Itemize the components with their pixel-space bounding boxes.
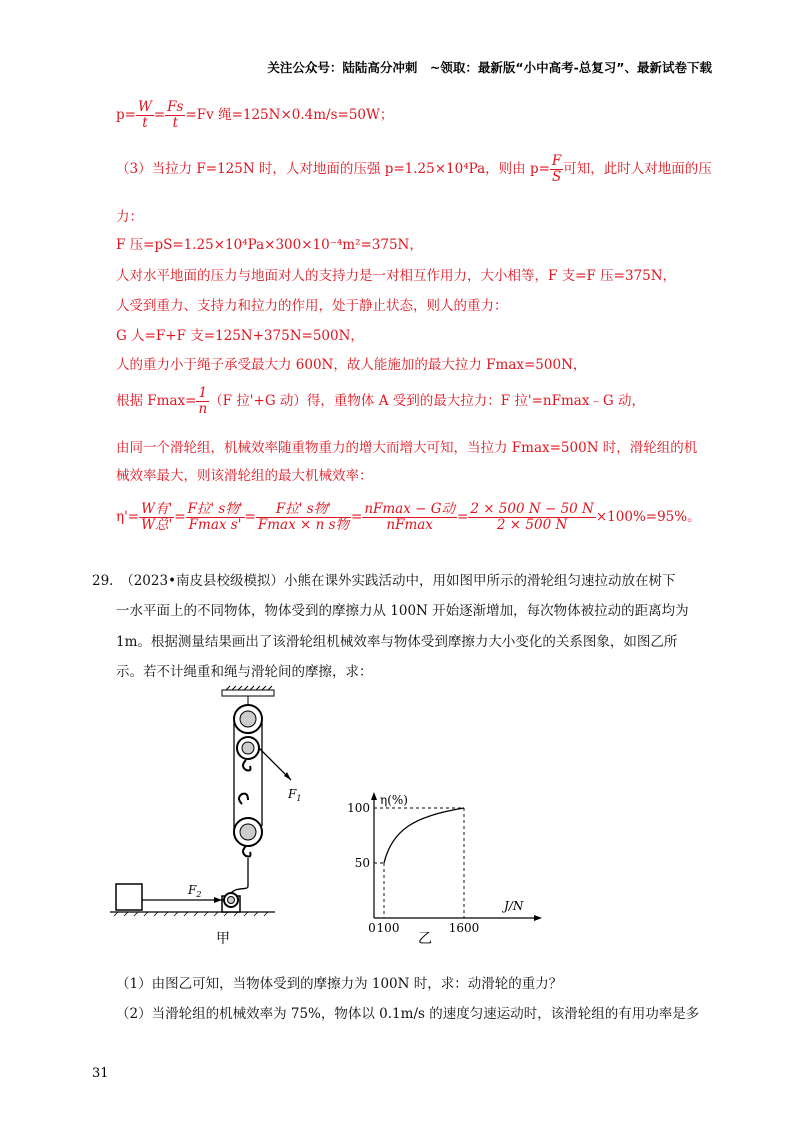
figure-b-caption: 乙 <box>418 931 432 947</box>
x-tick-label: 0 <box>368 921 376 935</box>
problem-line: 29. （2023•南皮县校级模拟）小熊在课外实践活动中，用如图甲所示的滑轮组匀速拉动放在树下 <box>92 573 676 589</box>
fraction-fs-over-t: $\frac{Fs}{t}$ <box>167 99 184 131</box>
fraction-eta-1: $\frac{\text{W有'}}{\text{W总'}}$ <box>141 501 173 533</box>
solution-line-3: （3）当拉力 F=125N 时，人对地面的压强 p=1.25×10⁴Pa，则由 p= $\frac{F}{S}$ 可知，此时人对地面的压 <box>116 153 712 185</box>
efficiency-equation: η'= $\frac{\text{W有'}}{\text{W总'}}$ = $\frac{\text{F拉' s物'}}{\text{Fmax s'}}$ = $\frac{\text{F拉' s物'}}{\text{Fmax × n s物}}$ = $\frac{\text{nFmax − G动}}{nFmax}$ = $\frac{2 \times 500 N - 50 N}{2 \times 500 N}$ ×100%=95%。 <box>116 501 701 533</box>
solution-line: 由同一个滑轮组，机械效率随重物重力的增大而增大可知，当拉力 Fmax=500N 时，滑轮组的机 <box>116 440 698 456</box>
solution-line: 力： <box>116 209 143 225</box>
page-number: 31 <box>92 1066 109 1081</box>
fraction-f-over-s: $\frac{F}{S}$ <box>551 153 562 185</box>
solution-line-fmax: 根据 Fmax= $\frac{1}{n}$ （F 拉'+G 动）得，重物体 A 受到的最大拉力：F 拉'=nFmax﹣G 动， <box>116 385 646 417</box>
efficiency-chart <box>338 790 548 935</box>
figure-a-caption: 甲 <box>216 931 230 947</box>
solution-line-power: p= $\frac{W}{t}$ = $\frac{Fs}{t}$ =Fv 绳=125N×0.4m/s=50W； <box>116 99 394 131</box>
problem-line: 示。若不计绳重和绳与滑轮间的摩擦，求： <box>116 664 373 680</box>
text: p= <box>116 107 136 123</box>
solution-line: 械效率最大，则该滑轮组的最大机械效率： <box>116 468 373 484</box>
x-axis-label: J/N <box>504 899 524 913</box>
solution-line: G 人=F+F 支=125N+375N=500N， <box>116 328 364 344</box>
problem-line: 一水平面上的不同物体，物体受到的摩擦力从 100N 开始逐渐增加，每次物体被拉动的距离均为 <box>116 603 689 619</box>
page-header: 关注公众号：陆陆高分冲刺 ~领取：最新版“小中高考-总复习”、最新试卷下载 <box>267 60 712 75</box>
solution-line: F 压=pS=1.25×10⁴Pa×300×10⁻⁴m²=375N， <box>116 237 423 253</box>
f2-label: $F_2$ <box>188 883 202 899</box>
x-axis-arrow <box>534 915 542 921</box>
question-2: （2）当滑轮组的机械效率为 75%，物体以 0.1m/s 的速度匀速运动时，该滑轮组的有用功率是多 <box>116 1006 700 1022</box>
problem-line: 1m。根据测量结果画出了该滑轮组机械效率与物体受到摩擦力大小变化的关系图象，如图乙所 <box>116 634 678 650</box>
y-tick-label: 100 <box>347 801 370 815</box>
fraction-eta-4: $\frac{\text{nFmax − G动}}{nFmax}$ <box>364 501 456 533</box>
fraction-1-over-n: $\frac{1}{n}$ <box>198 385 208 417</box>
solution-line: 人对水平地面的压力与地面对人的支持力是一对相互作用力，大小相等，F 支=F 压=375N， <box>116 268 677 284</box>
question-1: （1）由图乙可知，当物体受到的摩擦力为 100N 时，求：动滑轮的重力？ <box>116 976 563 992</box>
fraction-w-over-t: $\frac{W}{t}$ <box>137 99 152 131</box>
solution-line: 人的重力小于绳子承受最大力 600N，故人能施加的最大拉力 Fmax=500N， <box>116 357 587 373</box>
efficiency-curve <box>384 808 464 863</box>
pulley-diagram <box>110 686 300 946</box>
fraction-eta-3: $\frac{\text{F拉' s物'}}{\text{Fmax × n s物}}$ <box>257 501 349 533</box>
f1-label: $F_1$ <box>288 787 302 803</box>
y-axis-label: η(%) <box>380 793 408 807</box>
y-tick-label: 50 <box>354 856 370 870</box>
fraction-eta-2: $\frac{\text{F拉' s物'}}{\text{Fmax s'}}$ <box>187 501 243 533</box>
x-tick-label: 100 <box>376 921 400 935</box>
fraction-eta-5: $\frac{2 \times 500 N - 50 N}{2 \times 500 N}$ <box>470 501 594 533</box>
object-block <box>116 884 142 910</box>
solution-line: 人受到重力、支持力和拉力的作用，处于静止状态，则人的重力： <box>116 298 508 314</box>
y-axis-arrow <box>371 792 377 800</box>
x-tick-label: 1600 <box>448 921 480 935</box>
